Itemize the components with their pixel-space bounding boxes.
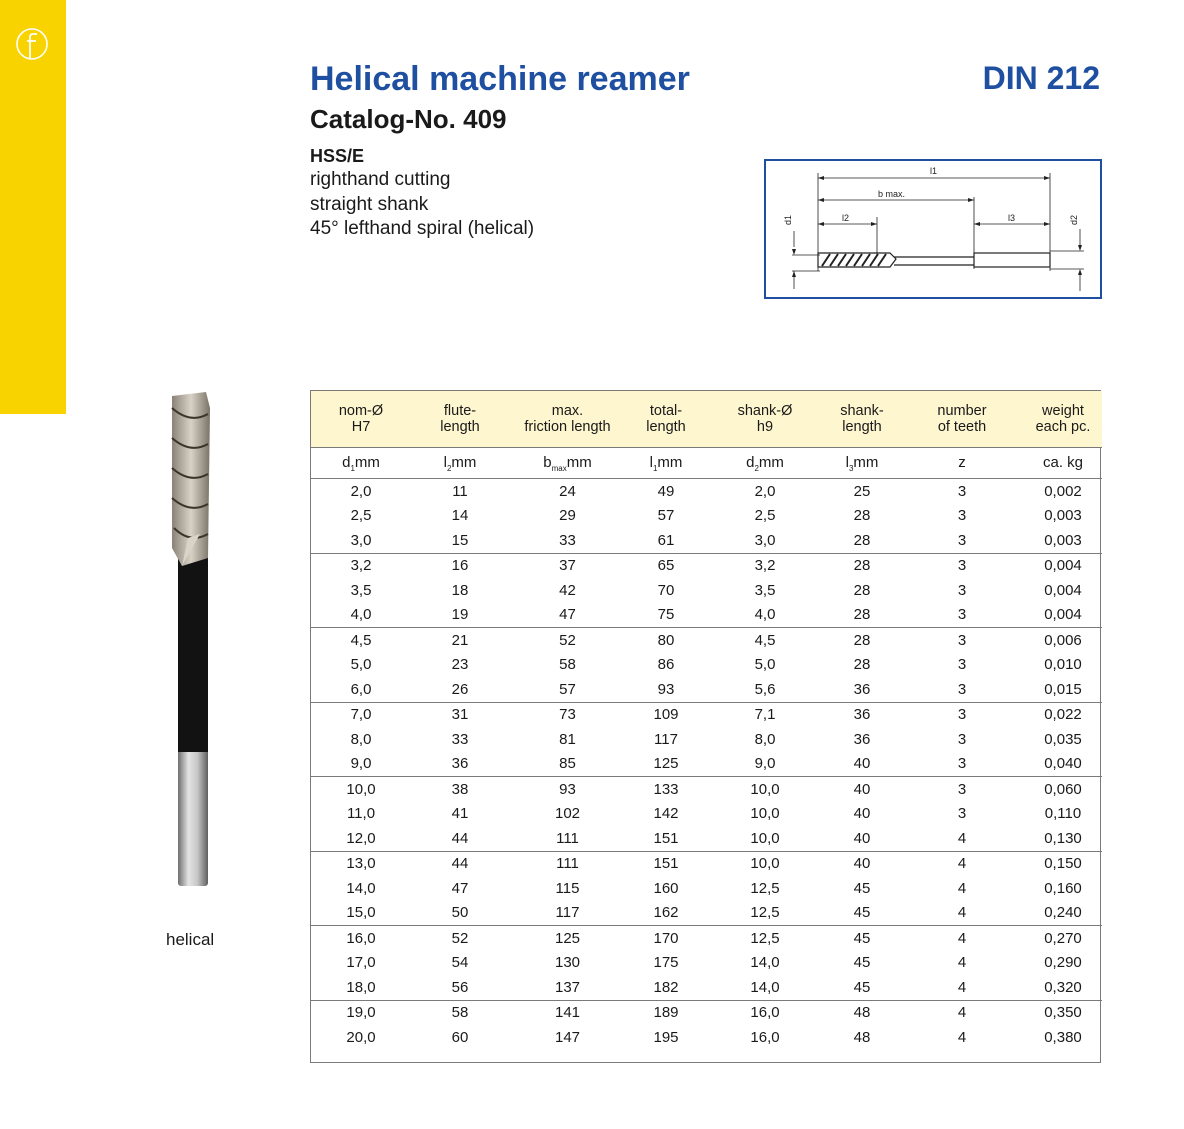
table-cell: 137 [509, 975, 626, 1000]
table-cell: 3 [957, 706, 967, 724]
product-caption: helical [166, 930, 215, 949]
table-cell: 175 [653, 954, 679, 972]
table-cell: 44 [411, 826, 509, 851]
table-cell: 142 [653, 805, 679, 823]
table-row [311, 479, 1102, 504]
table-cell: 4 [957, 954, 967, 972]
table-cell: 0,110 [1044, 805, 1082, 823]
table-cell: 4,0 [311, 603, 411, 628]
table-cell: 5,0 [754, 656, 776, 674]
unit-cell: $l_2mm$ [411, 448, 509, 479]
table-cell: 85 [509, 752, 626, 777]
table-cell: 189 [653, 1004, 679, 1022]
table-cell: 4 [957, 1028, 967, 1046]
table-cell: 0,160 [1044, 879, 1082, 897]
unit-cell: $l_3mm$ [824, 448, 900, 479]
brand-sidebar [0, 0, 66, 414]
table-cell: 0,015 [1024, 677, 1102, 702]
table-cell: 36 [411, 752, 509, 777]
table-cell: 3,0 [311, 528, 411, 553]
table-cell: 7,1 [754, 706, 776, 724]
table-row [311, 553, 1102, 578]
feature-item: 45° lefthand spiral (helical) [310, 218, 535, 239]
table-cell: 6,0 [311, 677, 411, 702]
table-cell: 102 [554, 805, 581, 823]
table-cell: 3 [957, 780, 967, 798]
table-cell: 111 [509, 826, 626, 851]
table-cell: 5,6 [706, 677, 824, 702]
label-l2: l2 [842, 213, 850, 223]
table-cell: 33 [451, 730, 469, 748]
table-cell: 36 [824, 677, 900, 702]
table-cell: 48 [853, 1028, 871, 1046]
table-cell: 0,003 [1024, 528, 1102, 553]
table-cell: 33 [509, 528, 626, 553]
f-logo-icon [14, 26, 50, 62]
table-cell: 7,0 [350, 706, 372, 724]
table-cell: 81 [559, 730, 576, 748]
table-cell: 0,270 [1044, 929, 1082, 947]
table-cell: 4 [957, 1004, 967, 1022]
table-cell: 133 [653, 780, 679, 798]
table-cell: 195 [653, 1028, 679, 1046]
table-cell: 93 [626, 677, 706, 702]
table-cell: 0,004 [1044, 557, 1082, 575]
unit-cell: $l_1mm$ [626, 448, 706, 479]
table-cell: 0,350 [1044, 1004, 1082, 1022]
unit-cell: $d_1mm$ [311, 448, 411, 479]
dimension-diagram [764, 159, 1102, 299]
table-cell: 40 [824, 752, 900, 777]
table-cell: 2,5 [350, 507, 372, 525]
table-cell: 111 [556, 855, 579, 873]
table-row [311, 826, 1102, 851]
catalog-number: Catalog-No. 409 [310, 104, 507, 134]
label-d2: d2 [1069, 214, 1079, 225]
table-cell: 45 [853, 879, 871, 897]
table-cell: 4 [957, 855, 967, 873]
table-cell: 12,5 [750, 879, 780, 897]
table-row [311, 926, 1102, 951]
table-cell: 20,0 [346, 1028, 376, 1046]
table-cell: 57 [657, 507, 675, 525]
table-cell: 11 [452, 482, 468, 500]
table-cell: 162 [626, 901, 706, 926]
page-title: Helical machine reamer [310, 60, 690, 98]
table-cell: 0,290 [1044, 954, 1082, 972]
column-header: weight each pc. [1024, 391, 1102, 448]
table-cell: 182 [626, 975, 706, 1000]
column-header: nom-Ø H7 [311, 391, 411, 448]
table-cell: 3,0 [706, 528, 824, 553]
table-cell: 52 [451, 929, 469, 947]
material-label: HSS/E [310, 146, 365, 166]
table-cell: 4 [900, 975, 1024, 1000]
table-cell: 58 [451, 1004, 469, 1022]
table-cell: 4,5 [754, 631, 776, 649]
table-cell: 15 [411, 528, 509, 553]
table-cell: 14,0 [346, 879, 376, 897]
din-standard: DIN 212 [982, 60, 1100, 96]
column-header: max. friction length [509, 391, 626, 448]
table-cell: 0,040 [1024, 752, 1102, 777]
table-cell: 19,0 [346, 1004, 376, 1022]
table-cell: 14,0 [706, 975, 824, 1000]
feature-list [310, 168, 534, 242]
table-cell: 13,0 [346, 855, 376, 873]
table-cell: 3 [900, 528, 1024, 553]
table-cell: 16,0 [750, 1028, 780, 1046]
table-cell: 28 [824, 528, 900, 553]
table-cell: 3 [900, 752, 1024, 777]
table-row [311, 951, 1102, 976]
table-row [311, 727, 1102, 752]
table-cell: 4,0 [706, 603, 824, 628]
reamer-product-image [160, 388, 220, 890]
table-cell: 117 [509, 901, 626, 926]
table-cell: 17,0 [346, 954, 376, 972]
table-cell: 93 [559, 780, 576, 798]
table-cell: 10,0 [750, 780, 780, 798]
table-cell: 151 [653, 855, 679, 873]
table-row [311, 876, 1102, 901]
table-cell: 130 [554, 954, 581, 972]
table-cell: 14 [451, 507, 469, 525]
table-cell: 0,130 [1024, 826, 1102, 851]
unit-cell: ca. kg [1024, 448, 1102, 479]
table-cell: 28 [824, 603, 900, 628]
table-cell: 3,5 [350, 581, 372, 599]
table-cell: 12,0 [311, 826, 411, 851]
table-cell: 0,060 [1044, 780, 1082, 798]
table-cell: 16,0 [750, 1004, 780, 1022]
table-cell: 28 [853, 507, 871, 525]
table-row [311, 677, 1102, 702]
table-cell: 3 [957, 507, 967, 525]
table-cell: 4 [900, 826, 1024, 851]
dimensions-table [310, 390, 1101, 1063]
table-cell: 4 [900, 901, 1024, 926]
feature-item: straight shank [310, 193, 429, 215]
unit-row [311, 448, 1102, 479]
table-row [311, 851, 1102, 876]
table-cell: 3,2 [754, 557, 776, 575]
table-cell: 3,5 [754, 581, 776, 599]
table-row [311, 603, 1102, 628]
table-cell: 12,5 [750, 929, 780, 947]
table-row [311, 752, 1102, 777]
table-cell: 54 [451, 954, 469, 972]
table-cell: 19 [411, 603, 509, 628]
table-cell: 44 [451, 855, 469, 873]
table-cell: 0,004 [1044, 581, 1082, 599]
table-cell: 160 [653, 879, 679, 897]
table-row [311, 1000, 1102, 1025]
table-row [311, 653, 1102, 678]
unit-cell: $d_2mm$ [706, 448, 824, 479]
table-cell: 2,0 [350, 482, 372, 500]
table-cell: 4 [957, 929, 967, 947]
table-row [311, 528, 1102, 553]
table-cell: 28 [853, 557, 871, 575]
table-row [311, 975, 1102, 1000]
table-cell: 18,0 [311, 975, 411, 1000]
table-cell: 0,006 [1044, 631, 1082, 649]
table-cell: 61 [626, 528, 706, 553]
table-cell: 2,5 [754, 507, 776, 525]
table-cell: 4,5 [350, 631, 372, 649]
table-cell: 0,150 [1044, 855, 1082, 873]
table-cell: 14,0 [750, 954, 780, 972]
column-header: number of teeth [900, 391, 1024, 448]
table-cell: 3 [957, 656, 967, 674]
table-cell: 36 [853, 730, 871, 748]
table-cell: 21 [451, 631, 469, 649]
table-cell: 10,0 [706, 826, 824, 851]
table-cell: 0,035 [1044, 730, 1082, 748]
table-row [311, 1025, 1102, 1050]
table-cell: 41 [451, 805, 469, 823]
table-cell: 58 [559, 656, 576, 674]
table-row [311, 702, 1102, 727]
label-l3: l3 [1008, 213, 1016, 223]
table-cell: 15,0 [311, 901, 411, 926]
table-cell: 56 [411, 975, 509, 1000]
table-cell: 0,380 [1044, 1028, 1082, 1046]
table-cell: 3 [957, 805, 967, 823]
table-cell: 40 [853, 805, 871, 823]
table-row [311, 578, 1102, 603]
table-cell: 57 [509, 677, 626, 702]
table-cell: 40 [853, 855, 871, 873]
table-row [311, 628, 1102, 653]
table-cell: 29 [559, 507, 576, 525]
table-cell: 49 [657, 482, 675, 500]
table-cell: 3 [957, 482, 967, 500]
table-cell: 45 [853, 929, 871, 947]
table-cell: 151 [626, 826, 706, 851]
table-cell: 115 [555, 879, 580, 897]
table-cell: 8,0 [754, 730, 776, 748]
table-cell: 86 [657, 656, 675, 674]
table-cell: 60 [451, 1028, 469, 1046]
table-cell: 0,320 [1024, 975, 1102, 1000]
column-header: flute- length [411, 391, 509, 448]
table-cell: 0,240 [1024, 901, 1102, 926]
table-cell: 28 [853, 631, 871, 649]
table-cell: 40 [824, 826, 900, 851]
table-cell: 28 [853, 656, 871, 674]
table-body [311, 479, 1102, 1050]
table-cell: 23 [451, 656, 469, 674]
table-row [311, 777, 1102, 802]
table-cell: 3 [957, 631, 967, 649]
table-cell: 125 [554, 929, 581, 947]
feature-item: righthand cutting [310, 169, 451, 190]
table-cell: 3,2 [350, 557, 372, 575]
table-cell: 3 [900, 677, 1024, 702]
table-cell: 9,0 [311, 752, 411, 777]
column-header: shank-Ø h9 [706, 391, 824, 448]
table-cell: 18 [451, 581, 469, 599]
table-cell: 31 [451, 706, 469, 724]
label-l1: l1 [930, 166, 938, 176]
table-cell: 45 [853, 954, 871, 972]
table-cell: 24 [559, 482, 576, 500]
table-cell: 47 [509, 603, 626, 628]
table-cell: 0,004 [1024, 603, 1102, 628]
table-cell: 10,0 [346, 780, 376, 798]
column-header: shank- length [824, 391, 900, 448]
table-cell: 10,0 [750, 855, 780, 873]
table-cell: 125 [626, 752, 706, 777]
table-cell: 37 [559, 557, 576, 575]
table-row [311, 901, 1102, 926]
unit-cell: z [900, 448, 1024, 479]
table-cell: 12,5 [706, 901, 824, 926]
table-cell: 3 [957, 557, 967, 575]
table-cell: 4 [957, 879, 967, 897]
table-cell: 70 [657, 581, 675, 599]
table-cell: 45 [824, 975, 900, 1000]
column-header-row [311, 391, 1102, 448]
table-cell: 10,0 [750, 805, 780, 823]
table-cell: 0,003 [1044, 507, 1082, 525]
table-cell: 26 [411, 677, 509, 702]
table-cell: 47 [451, 879, 469, 897]
table-cell: 0,022 [1044, 706, 1082, 724]
table-cell: 117 [654, 730, 678, 748]
table-cell: 0,010 [1044, 656, 1082, 674]
unit-cell: $b_{max}mm$ [509, 448, 626, 479]
table-cell: 48 [853, 1004, 871, 1022]
table-cell: 38 [451, 780, 469, 798]
table-cell: 2,0 [754, 482, 776, 500]
table-cell: 52 [559, 631, 576, 649]
table-cell: 65 [657, 557, 675, 575]
table-cell: 109 [653, 706, 679, 724]
table-cell: 3 [900, 603, 1024, 628]
table-cell: 9,0 [706, 752, 824, 777]
table-cell: 16 [451, 557, 469, 575]
table-cell: 141 [554, 1004, 581, 1022]
table-cell: 16,0 [346, 929, 376, 947]
table-cell: 28 [853, 581, 871, 599]
label-bmax: b max. [878, 189, 906, 199]
table-cell: 3 [957, 730, 967, 748]
column-header: total- length [626, 391, 706, 448]
table-cell: 170 [653, 929, 679, 947]
table-cell: 0,002 [1044, 482, 1082, 500]
label-d1: d1 [783, 214, 793, 225]
table-cell: 50 [411, 901, 509, 926]
table-cell: 8,0 [350, 730, 372, 748]
table-row [311, 802, 1102, 827]
table-cell: 3 [957, 581, 967, 599]
table-row [311, 504, 1102, 529]
table-cell: 5,0 [350, 656, 372, 674]
table-cell: 36 [853, 706, 871, 724]
table-cell: 42 [559, 581, 576, 599]
table-cell: 73 [559, 706, 576, 724]
table-cell: 25 [853, 482, 871, 500]
table-cell: 40 [853, 780, 871, 798]
table-cell: 80 [657, 631, 675, 649]
table-cell: 75 [626, 603, 706, 628]
table-cell: 11,0 [346, 805, 376, 823]
table-cell: 45 [824, 901, 900, 926]
table-cell: 147 [554, 1028, 581, 1046]
